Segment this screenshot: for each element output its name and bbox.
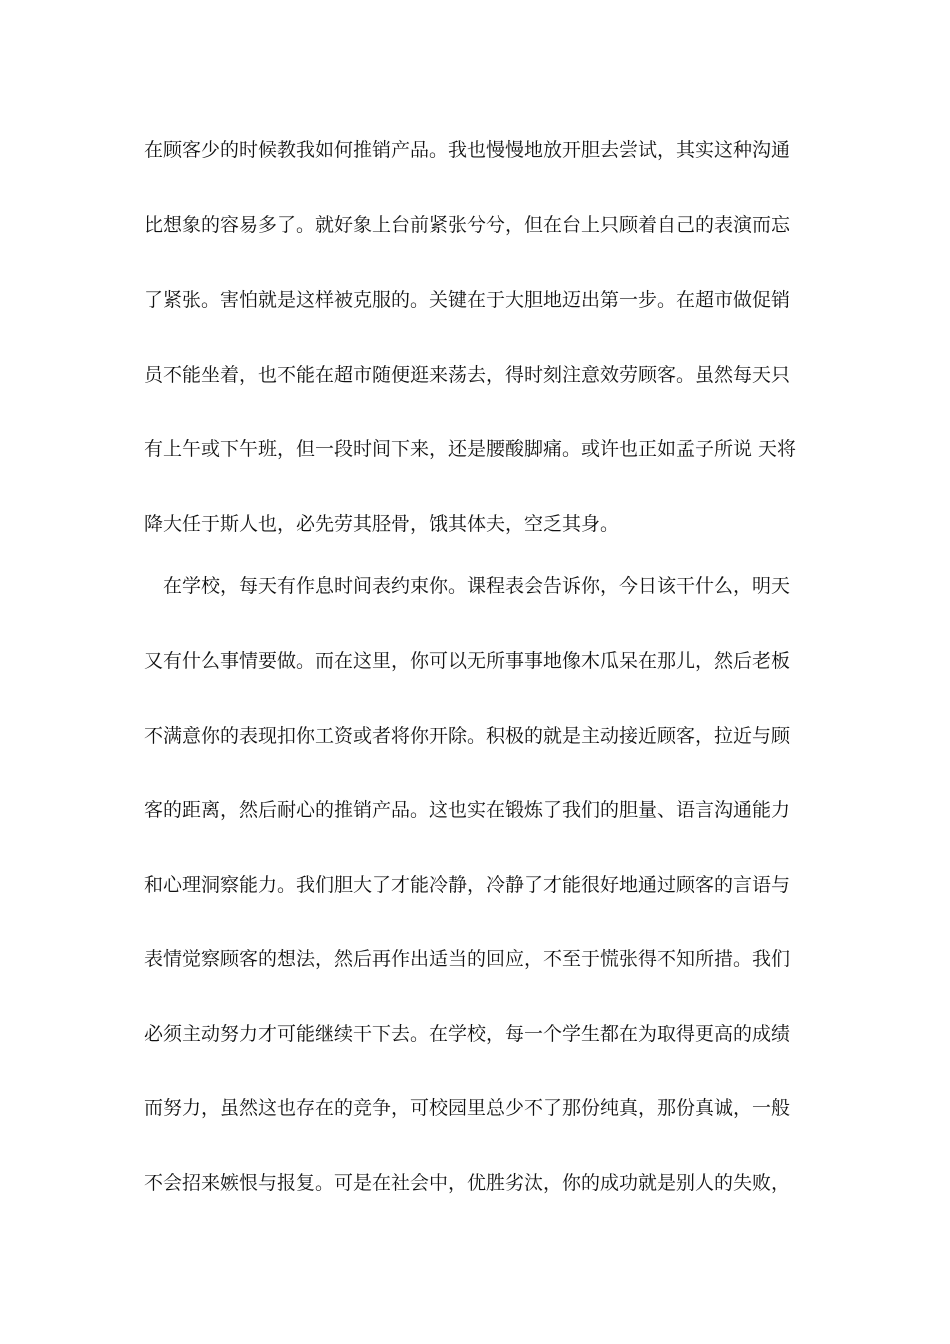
text-line: 降大任于斯人也，必先劳其胫骨，饿其体夫，空乏其身。 bbox=[144, 513, 620, 535]
text-line: 客的距离，然后耐心的推销产品。这也实在锻炼了我们的胆量、语言沟通能力 bbox=[144, 799, 791, 821]
text-line: 和心理洞察能力。我们胆大了才能冷静，冷静了才能很好地通过顾客的言语与 bbox=[144, 874, 791, 896]
text-line: 不满意你的表现扣你工资或者将你开除。积极的就是主动接近顾客，拉近与顾 bbox=[144, 725, 791, 747]
text-line: 表情觉察顾客的想法，然后再作出适当的回应，不至于慌张得不知所措。我们 bbox=[144, 948, 791, 970]
text-line: 又有什么事情要做。而在这里，你可以无所事事地像木瓜呆在那儿，然后老板 bbox=[144, 650, 791, 672]
text-line: 了紧张。害怕就是这样被克服的。关键在于大胆地迈出第一步。在超市做促销 bbox=[144, 289, 791, 311]
text-line: 不会招来嫉恨与报复。可是在社会中，优胜劣汰，你的成功就是别人的失败， bbox=[144, 1172, 791, 1194]
text-line: 员不能坐着，也不能在超市随便逛来荡去，得时刻注意效劳顾客。虽然每天只 bbox=[144, 364, 791, 386]
text-line: 必须主动努力才可能继续干下去。在学校，每一个学生都在为取得更高的成绩 bbox=[144, 1023, 791, 1045]
text-line: 在顾客少的时候教我如何推销产品。我也慢慢地放开胆去尝试，其实这种沟通 bbox=[144, 139, 791, 161]
text-line: 比想象的容易多了。就好象上台前紧张兮兮，但在台上只顾着自己的表演而忘 bbox=[144, 214, 791, 236]
paragraph-first-line: 在学校，每天有作息时间表约束你。课程表会告诉你，今日该干什么，明天 bbox=[163, 575, 791, 597]
text-line: 有上午或下午班，但一段时间下来，还是腰酸脚痛。或许也正如孟子所说 天将 bbox=[144, 438, 797, 460]
text-line: 而努力，虽然这也存在的竞争，可校园里总少不了那份纯真，那份真诚，一般 bbox=[144, 1097, 791, 1119]
